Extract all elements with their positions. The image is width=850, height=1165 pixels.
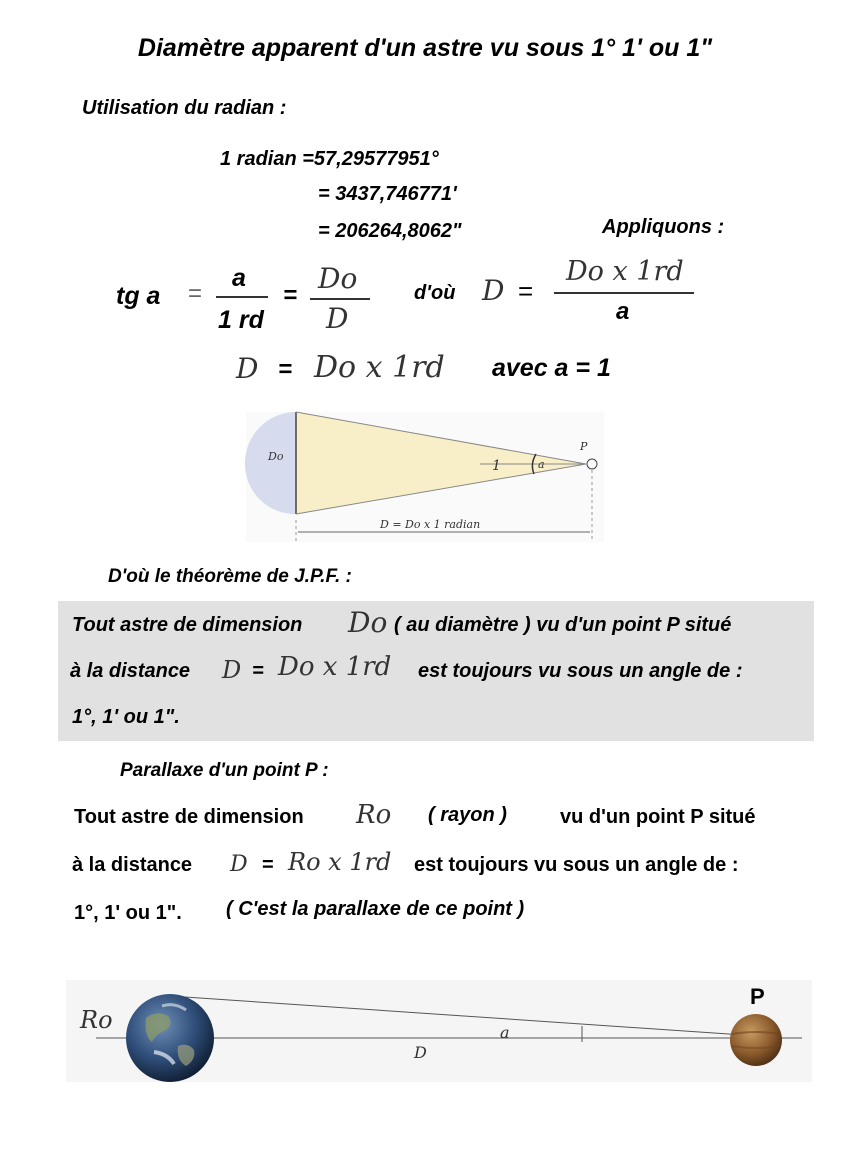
diagram-do-label: Do bbox=[268, 450, 284, 463]
theorem-heading: D'où le théorème de J.P.F. : bbox=[108, 566, 352, 587]
earth-globe-icon bbox=[126, 994, 214, 1082]
diagram2-ro-label: Ro bbox=[80, 1006, 113, 1034]
formula-do-num: Do bbox=[318, 262, 358, 295]
parallax-line2-eq: = bbox=[262, 854, 274, 876]
fraction-bar-3 bbox=[554, 292, 694, 294]
planet-icon bbox=[730, 1014, 782, 1066]
radian-heading: Utilisation du radian : bbox=[82, 97, 287, 119]
theorem-line2-d: D bbox=[222, 656, 242, 684]
parallax-line2-symbol: Ro x 1rd bbox=[288, 848, 392, 876]
diagram-p-label: P bbox=[580, 440, 588, 453]
diagram-a-label: a bbox=[538, 458, 545, 471]
theorem-line2-eq: = bbox=[252, 660, 264, 682]
radian-line-1: 1 radian =57,29577951° bbox=[220, 148, 439, 170]
formula-d-left: D bbox=[482, 274, 505, 307]
formula-den-1rd: 1 rd bbox=[218, 306, 264, 334]
formula-do-x-1rd: Do x 1rd bbox=[566, 256, 684, 287]
theorem-line1-pre: Tout astre de dimension bbox=[72, 614, 303, 636]
radian-line-3: = 206264,8062" bbox=[318, 220, 462, 242]
formula-do-x-1rd-2: Do x 1rd bbox=[314, 350, 445, 385]
diagram-one-label: 1 bbox=[492, 458, 501, 474]
radian-line-2: = 3437,746771' bbox=[318, 183, 457, 205]
theorem-line2-post: est toujours vu sous un angle de : bbox=[418, 660, 743, 682]
parallax-line1-pre: Tout astre de dimension bbox=[74, 806, 304, 828]
formula-eq-3: = bbox=[518, 276, 534, 306]
parallax-line1-symbol: Ro bbox=[356, 800, 392, 830]
formula-eq-2: = bbox=[283, 282, 298, 309]
fraction-bar-1 bbox=[216, 296, 268, 298]
page-title: Diamètre apparent d'un astre vu sous 1° 1' ou 1" bbox=[137, 34, 713, 62]
formula-num-a: a bbox=[232, 264, 246, 292]
parallax-line2-post: est toujours vu sous un angle de : bbox=[414, 854, 739, 876]
parallax-line2-d: D bbox=[230, 852, 248, 877]
parallax-line3-note: ( C'est la parallaxe de ce point ) bbox=[226, 898, 525, 920]
fraction-bar-2 bbox=[310, 298, 370, 300]
formula-eq-1: = bbox=[188, 280, 203, 307]
diagram2-d-label: D bbox=[414, 1043, 427, 1062]
angle-cone-diagram bbox=[240, 408, 610, 548]
formula-avec: avec a = 1 bbox=[492, 354, 611, 382]
parallax-diagram bbox=[66, 976, 812, 1084]
parallax-line1-mid: ( rayon ) bbox=[428, 804, 507, 826]
formula-dou: d'où bbox=[414, 282, 456, 304]
formula-d-2: D bbox=[236, 352, 259, 385]
formula-d-den: D bbox=[326, 302, 349, 335]
theorem-line2-symbol: Do x 1rd bbox=[278, 652, 392, 682]
theorem-line3: 1°, 1' ou 1". bbox=[72, 706, 180, 728]
formula-den-a: a bbox=[616, 298, 630, 325]
diagram2-p-label: P bbox=[750, 984, 765, 1009]
parallax-line2-pre: à la distance bbox=[72, 854, 193, 876]
parallax-line3: 1°, 1' ou 1". bbox=[74, 902, 182, 924]
diagram2-a-label: a bbox=[500, 1023, 510, 1042]
diagram-bottom-label: D = Do x 1 radian bbox=[380, 518, 481, 531]
theorem-line1-post: ( au diamètre ) vu d'un point P situé bbox=[394, 614, 732, 636]
parallax-line1-post: vu d'un point P situé bbox=[560, 806, 756, 828]
formula-eq-4: = bbox=[278, 356, 293, 383]
applying-label: Appliquons : bbox=[602, 216, 725, 238]
formula-tg-a: tg a bbox=[116, 282, 161, 310]
parallax-heading: Parallaxe d'un point P : bbox=[120, 760, 329, 781]
theorem-line2-pre: à la distance bbox=[70, 660, 191, 682]
theorem-line1-symbol: Do bbox=[348, 606, 388, 639]
